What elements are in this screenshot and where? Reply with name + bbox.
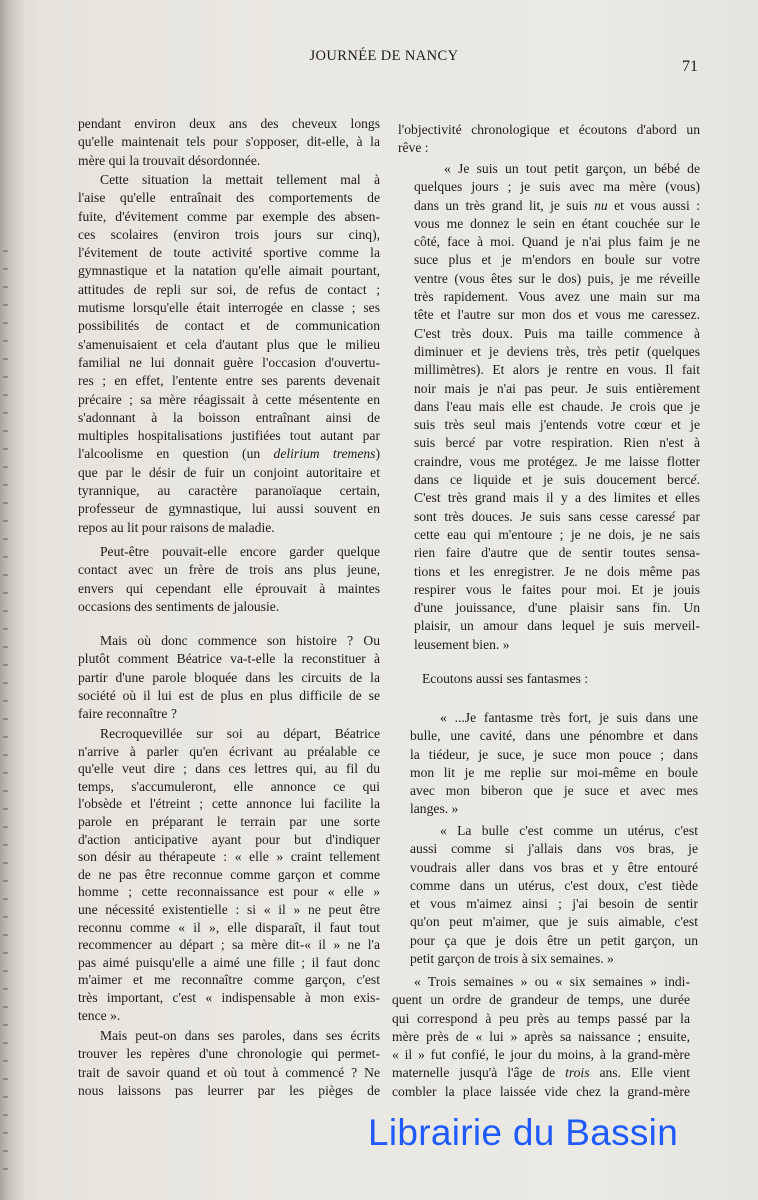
text-segment: sont très douces. Je suis sans cesse caress (414, 508, 669, 524)
edge-text-mark (3, 718, 8, 720)
edge-text-mark (3, 826, 8, 828)
edge-text-mark (3, 988, 8, 990)
italic-text: t (635, 343, 640, 359)
text-line: comme dans un utérus, c'est doux, c'est tiède (410, 877, 698, 893)
fantasy-quote (410, 709, 698, 819)
text-line: suis très seul mais j'entends votre cœur et je (414, 417, 700, 433)
text-line: très important, c'est « indispensable à mon exis- (78, 989, 380, 1005)
italic-text: nu (594, 197, 608, 213)
text-line: quent un ordre de grandeur de temps, une durée (392, 992, 690, 1008)
text-line: respirer vous le faites pour moi. Et je jouis (414, 581, 700, 597)
italic-text: trois (565, 1065, 590, 1081)
edge-text-mark (3, 322, 8, 324)
text-line: tions et les enregistrer. Je ne dois même pas (414, 563, 700, 579)
text-segment: par (674, 508, 700, 524)
paragraph (78, 115, 380, 170)
text-line: l'objectivité chronologique et écoutons d'abord un (398, 122, 700, 137)
text-line: petit garçon de trois à six semaines. » (410, 951, 614, 967)
text-line: quelques jours ; je suis avec ma mère (vous) (414, 179, 700, 195)
text-segment: suis berc (414, 435, 469, 451)
text-line: son désir au thérapeute : « elle » craint tellement (78, 849, 380, 865)
edge-text-mark (3, 610, 8, 612)
text-line (78, 445, 380, 463)
text-line: dans l'eau mais elle est chaude. Je crois que je (414, 398, 700, 414)
text-line: partir d'une parole bloquée dans les circuits de la (78, 669, 380, 685)
text-line: bulle, une cavité, dans une pénombre et dans (410, 728, 698, 744)
text-line: aussi comme si j'allais dans vos bras, je (410, 841, 698, 857)
edge-text-mark (3, 664, 8, 666)
edge-text-mark (3, 376, 8, 378)
edge-text-mark (3, 448, 8, 450)
watermark: Librairie du Bassin (368, 1112, 679, 1153)
text-segment: et vous aussi : (607, 197, 700, 213)
text-line: gymnastique et la natation qu'elle aimait pourtant, (78, 263, 380, 279)
edge-text-mark (3, 412, 8, 414)
text-line (414, 343, 700, 361)
text-line: et vous m'aimez ainsi ; j'ai besoin de sentir (410, 896, 698, 912)
text-segment: maternelle jusqu'à l'âge de (392, 1065, 566, 1081)
text-line: professeur de gymnastique, lui aussi souvent en (78, 501, 380, 517)
text-segment: diminuer et je deviens très, très peti (414, 343, 636, 359)
edge-text-mark (3, 466, 8, 468)
edge-text-mark (3, 556, 8, 558)
text-line: « ...Je fantasme très fort, je suis dans une (440, 710, 698, 725)
edge-text-mark (3, 934, 8, 936)
text-line: qu'elle veut dire ; dans ces lettres qui, au fil du (78, 761, 380, 777)
page-number: 71 (682, 58, 698, 75)
text-line: qu'elle maintenait tels pour s'opposer, dit-elle, à la (78, 134, 380, 150)
text-line: repos au lit pour raisons de maladie. (78, 519, 275, 535)
text-line: noir mais je n'ai pas peur. Je suis entièrement (414, 380, 700, 396)
text-line (414, 434, 700, 452)
edge-text-mark (3, 358, 8, 360)
text-line: Cette situation la mettait tellement mal à (100, 172, 380, 187)
text-line: combler la place laissée vide chez la grand-mère (392, 1083, 690, 1099)
text-line: multiples hospitalisations justifiées tout autant par (78, 428, 380, 444)
text-line: craindre, vous me protégez. Je me laisse flotter (414, 453, 700, 469)
paragraph (422, 670, 702, 688)
text-line: vous me donnez le sein en étant couchée sur le (414, 215, 700, 231)
edge-text-mark (3, 394, 8, 396)
text-line: plaisir, un amour dans lequel je suis merveil- (414, 618, 700, 634)
text-line: côté, face à moi. Quand je n'ai plus faim je ne (414, 234, 700, 250)
text-line: voudrais aller dans vos bras et y être entouré (410, 859, 698, 875)
text-line: leusement bien. » (414, 636, 510, 652)
edge-text-mark (3, 250, 8, 252)
previous-page-edge (0, 0, 24, 1200)
italic-text: delirium tremens (273, 446, 376, 462)
edge-text-mark (3, 1096, 8, 1098)
text-line: homme ; cette reconnaissance est pour « elle » (78, 884, 380, 900)
edge-text-mark (3, 772, 8, 774)
text-line: Mais où donc commence son histoire ? Ou (100, 633, 380, 648)
text-line: nous laissons pas leurrer par les pièges de (78, 1082, 380, 1098)
edge-text-mark (3, 880, 8, 882)
text-line: pour ça que je dois être un petit garçon, un (410, 932, 698, 948)
running-title: JOURNÉE DE NANCY (309, 48, 459, 64)
text-line: mère qui la trouvait désordonnée. (78, 152, 261, 168)
edge-text-mark (3, 502, 8, 504)
text-line: mon lit je me replie sur moi-même en boule (410, 764, 698, 780)
paragraph (78, 632, 380, 723)
edge-text-mark (3, 1024, 8, 1026)
text-line: s'amenuisaient et cela d'autant plus que le milieu (78, 336, 380, 352)
text-line: une nécessité existentielle : si « il » ne peut être (78, 901, 380, 917)
edge-text-mark (3, 700, 8, 702)
text-line: qui correspond à peu près au temps passé par la (392, 1010, 690, 1026)
text-line (414, 508, 700, 526)
paragraph (398, 121, 700, 158)
text-line: mère près de « lui » après sa naissance ; ensuite, (392, 1028, 690, 1044)
text-segment: . (696, 472, 700, 488)
text-line: de ne pas être reconnue comme garçon et comme (78, 866, 380, 882)
edge-text-mark (3, 646, 8, 648)
text-line: envers qui cependant elle éprouvait à maintes (78, 580, 380, 596)
text-line (392, 1064, 690, 1082)
text-line: Ecoutons aussi ses fantasmes : (422, 671, 589, 686)
text-line: qu'on peut m'aimer, que je suis aimable, c'est (410, 914, 698, 930)
edge-text-mark (3, 1168, 8, 1170)
text-line: « Je suis un tout petit garçon, un bébé de (444, 161, 700, 176)
text-line (414, 471, 700, 489)
edge-text-mark (3, 790, 8, 792)
text-line: pendant environ deux ans des cheveux longs (78, 116, 380, 131)
text-line: précaire ; sa mère réagissait à cette mésentente en (78, 391, 380, 407)
edge-text-mark (3, 736, 8, 738)
text-line: familial ne lui donnait guère l'occasion d'ouvertu- (78, 354, 380, 370)
text-line: Peut-être pouvait-elle encore garder quelque (100, 544, 380, 559)
text-line: Recroquevillée sur soi au départ, Béatrice (100, 726, 380, 741)
text-line: l'obsède et l'étreint ; cette annonce lui facilite la (78, 796, 380, 812)
text-line: « La bulle c'est comme un utérus, c'est (440, 823, 698, 838)
text-segment: par votre respiration. Rien n'est à (474, 435, 700, 451)
text-line: ventre (vous êtes sur le dos) puis, je me réveille (414, 270, 700, 286)
text-segment: dans un très grand lit, je suis (414, 197, 595, 213)
text-line: s'adonnant à la boisson entraînant ainsi de (78, 409, 380, 425)
text-line: tête et l'autre sur mon dos et vous me caressez. (414, 307, 700, 323)
text-line: suce plus et je m'endors en boule sur votre (414, 252, 700, 268)
edge-text-mark (3, 520, 8, 522)
text-line: n'arrive à parler qu'en écrivant au préalable ce (78, 743, 380, 759)
text-line: plutôt comment Béatrice va-t-elle la reconstituer à (78, 651, 380, 667)
paragraph (78, 1027, 380, 1100)
paragraph (78, 171, 380, 537)
edge-text-mark (3, 1006, 8, 1008)
edge-text-mark (3, 1060, 8, 1062)
edge-text-mark (3, 304, 8, 306)
edge-text-mark (3, 844, 8, 846)
text-line: l'aise qu'elle entraînait des comportements de (78, 190, 380, 206)
text-line: attitudes de repli sur soi, de refus de contact ; (78, 281, 380, 297)
edge-text-mark (3, 754, 8, 756)
text-segment: ) (375, 446, 380, 462)
edge-text-mark (3, 970, 8, 972)
text-line: tence ». (78, 1007, 121, 1023)
text-line: reconnu comme « il », elle disparaît, il faut tout (78, 919, 380, 935)
edge-text-mark (3, 592, 8, 594)
edge-text-mark (3, 1114, 8, 1116)
text-line: Mais peut-on dans ses paroles, dans ses écrits (100, 1028, 380, 1043)
edge-text-mark (3, 628, 8, 630)
text-line: d'action anticipative ayant pour but d'indiquer (78, 831, 380, 847)
text-line: très rapidement. Vous avez une main sur ma (414, 289, 700, 305)
text-line: société où il lui est de plus en plus difficile de se (78, 687, 380, 703)
text-line: cette eau qui m'entoure ; je ne dois, je ne sais (414, 526, 700, 542)
text-line (414, 197, 700, 215)
text-line: tyrannique, au caractère paranoïaque certain, (78, 483, 380, 499)
text-line: rien faire d'autre que de sentir toutes sensa- (414, 545, 700, 561)
text-line: occasions des sentiments de jalousie. (78, 598, 280, 614)
text-line: contact avec un frère de trois ans plus jeune, (78, 562, 380, 578)
text-line: parole en préparant le terrain par une sorte (78, 813, 380, 829)
text-line: ces scolaires (environ trois jours sur cinq), (78, 226, 380, 242)
dream-quote (414, 160, 700, 654)
edge-text-mark (3, 268, 8, 270)
italic-text: é (468, 435, 475, 451)
text-line: pas aimé puisqu'elle a aimé une fille ; il faut donc (78, 954, 380, 970)
paragraph (78, 725, 380, 1024)
text-line: rêve : (398, 140, 429, 156)
text-segment: dans ce liquide et je suis doucement berc (414, 472, 691, 488)
text-line: possibilités de contact et de communication (78, 318, 380, 334)
text-line: langes. » (410, 801, 459, 817)
text-segment: l'alcoolisme en question (un (78, 446, 274, 462)
edge-text-mark (3, 286, 8, 288)
edge-text-mark (3, 808, 8, 810)
text-line: que par le désir de fuir un conjoint autoritaire et (78, 464, 380, 480)
text-line: C'est très doux. Puis ma taille commence à (414, 325, 700, 341)
edge-text-mark (3, 574, 8, 576)
text-line: « il » fut confié, le jour du moins, à la grand-mère (392, 1047, 690, 1063)
text-line: m'aimer et me reconnaître comme garçon, c'est (78, 972, 380, 988)
italic-text: é (690, 472, 697, 488)
edge-text-mark (3, 862, 8, 864)
text-line: avec mon biberon que je suce et avec mes (410, 783, 698, 799)
fantasy-quote (410, 822, 698, 968)
text-line: d'une jouissance, d'une plaisir sans fin. Un (414, 600, 700, 616)
paragraph (392, 973, 690, 1101)
edge-text-mark (3, 340, 8, 342)
text-line: faire reconnaître ? (78, 706, 177, 722)
text-line: recommencer au départ ; sa mère dit-« il » ne l'a (78, 937, 380, 953)
text-segment: ans. Elle vient (589, 1065, 690, 1081)
edge-text-mark (3, 1150, 8, 1152)
text-line: fuite, d'évitement comme par exemple des absen- (78, 208, 380, 224)
edge-text-mark (3, 898, 8, 900)
text-line: millimètres). Et alors je rentre en vous. Il fait (414, 362, 700, 378)
italic-text: é (668, 508, 675, 524)
edge-text-mark (3, 1132, 8, 1134)
text-line: res ; en effet, l'entente entre ses parents devenait (78, 373, 380, 389)
text-line: temps, s'accumuleront, elle annonce ce qui (78, 778, 380, 794)
text-line: trouver les repères d'une chronologie qui permet- (78, 1046, 380, 1062)
text-line: trait de savoir quand et où tout à commencé ? Ne (78, 1064, 380, 1080)
text-segment: (quelques (639, 343, 701, 359)
edge-text-mark (3, 916, 8, 918)
text-line: C'est très grand mais il y a des limites et elles (414, 490, 700, 506)
edge-text-mark (3, 1042, 8, 1044)
text-line: l'évitement de toute activité sportive comme la (78, 245, 380, 261)
edge-text-mark (3, 430, 8, 432)
edge-text-mark (3, 484, 8, 486)
edge-text-mark (3, 538, 8, 540)
edge-text-mark (3, 952, 8, 954)
text-line: « Trois semaines » ou « six semaines » indi- (414, 974, 690, 989)
edge-text-mark (3, 1078, 8, 1080)
paragraph (78, 543, 380, 616)
text-line: mutisme lorsqu'elle était interrogée en classe ; ses (78, 300, 380, 316)
edge-text-mark (3, 682, 8, 684)
text-line: la tiédeur, je suce, je suce mon pouce ; dans (410, 746, 698, 762)
